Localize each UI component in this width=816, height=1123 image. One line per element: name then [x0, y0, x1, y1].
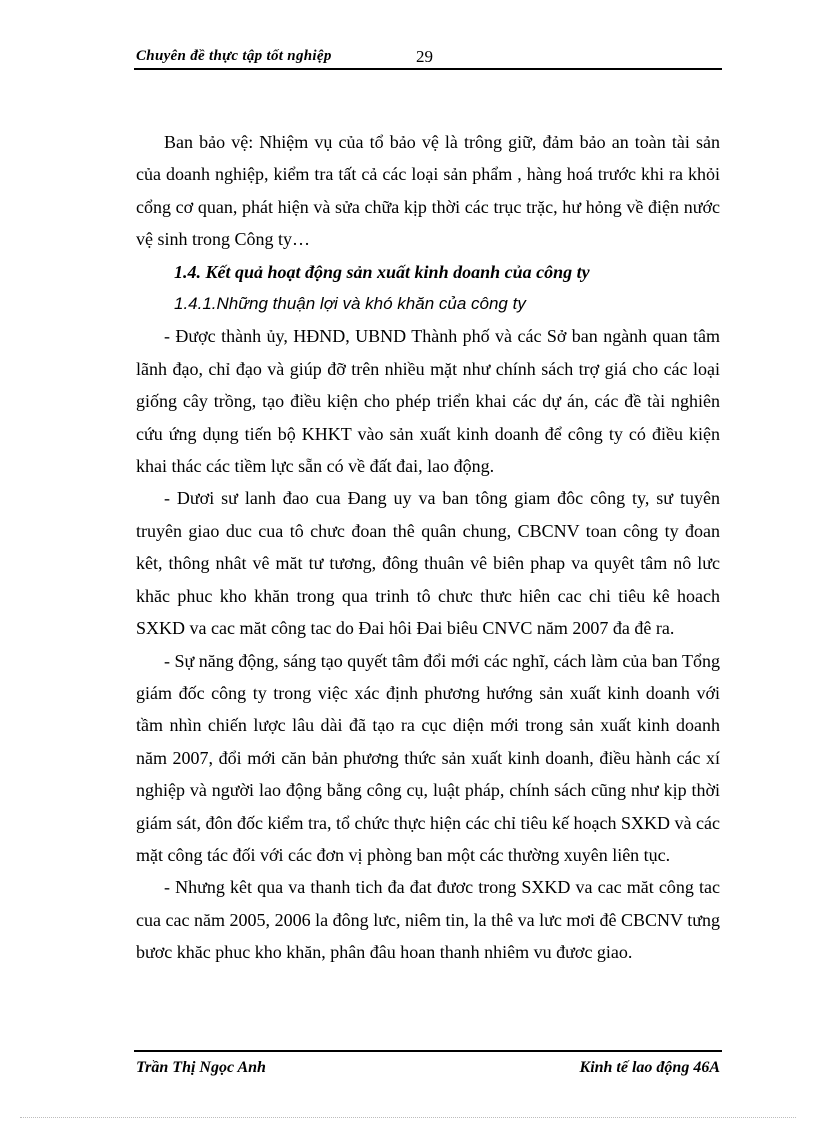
- paragraph-advantages-3: - Sự năng động, sáng tạo quyết tâm đổi mới các nghĩ, cách làm của ban Tổng giám đốc công ty trong việc xác định phương hướng sản xuất kinh doanh với tầm nhìn chiến lược lâu dài đã tạo ra cục diện mới trong sản xuất kinh doanh năm 2007, đổi mới căn bản phương thức sản xuất kinh doanh, điều hành các xí nghiệp và người lao động bằng công cụ, luật pháp, chính sách cũng như kịp thời giám sát, đôn đốc kiểm tra, tổ chức thực hiện các chỉ tiêu kế hoạch SXKD và các mặt công tác đối với các đơn vị phòng ban một các thường xuyên liên tục.: [136, 650, 720, 865]
- paragraph-security-team: Ban bảo vệ: Nhiệm vụ của tổ bảo vệ là trông giữ, đảm bảo an toàn tài sản của doanh nghiệp, kiểm tra tất cả các loại sản phẩm , hàng hoá trước khi ra khỏi cổng cơ quan, phát hiện và sửa chữa kịp thời các trục trặc, hư hỏng về điện nước vệ sinh trong Công ty…: [136, 132, 720, 250]
- page-body: [136, 126, 720, 969]
- page-number: 29: [416, 47, 433, 66]
- department-name: Kinh tế lao động 46A: [579, 1059, 720, 1076]
- paragraph-advantages-1: - Được thành ủy, HĐND, UBND Thành phố và các Sở ban ngành quan tâm lãnh đạo, chỉ đạo và giúp đỡ trên nhiều mặt như chính sách trợ giá cho các loại giống cây trồng, tạo điều kiện cho phép triển khai các dự án, các đề tài nghiên cứu ứng dụng tiến bộ KHKT vào sản xuất kinh doanh để công ty có điều kiện khai thác các tiềm lực sẵn có về đất đai, lao động.: [136, 326, 720, 477]
- subsection-heading-1-4-1: 1.4.1.Những thuận lợi và khó khăn của công ty: [174, 294, 526, 314]
- page-footer: [134, 1050, 722, 1082]
- paragraph-advantages-2: - Dươi sư lanh đao cua Đang uy va ban tông giam đôc công ty, sư tuyên truyên giao duc cua tô chưc đoan thê quân chung, CBCNV toan công ty đoan kêt, thông nhât vê măt tư tương, đông thuân vê biên phap va quyêt tâm nô lưc khăc phuc kho khăn trong qua trinh tô chưc thưc hiên cac chi tiêu kê hoach SXKD va cac măt công tac do Đai hôi Đai biêu CNVC năm 2007 đa đê ra.: [136, 488, 720, 639]
- section-heading-1-4: 1.4. Kết quả hoạt động sản xuất kinh doanh của công ty: [174, 261, 590, 282]
- page-header: [134, 46, 722, 70]
- author-name: Trần Thị Ngọc Anh: [136, 1059, 266, 1076]
- paragraph-advantages-4: - Nhưng kêt qua va thanh tich đa đat đươc trong SXKD va cac măt công tac cua cac năm 2005, 2006 la đông lưc, niêm tin, la thê va lưc mơi đê CBCNV tưng bươc khăc phuc kho khăn, phân đâu hoan thanh nhiêm vu đươc giao.: [136, 877, 720, 963]
- document-title: Chuyên đề thực tập tốt nghiệp: [136, 48, 332, 64]
- page-bottom-divider: [20, 1117, 796, 1118]
